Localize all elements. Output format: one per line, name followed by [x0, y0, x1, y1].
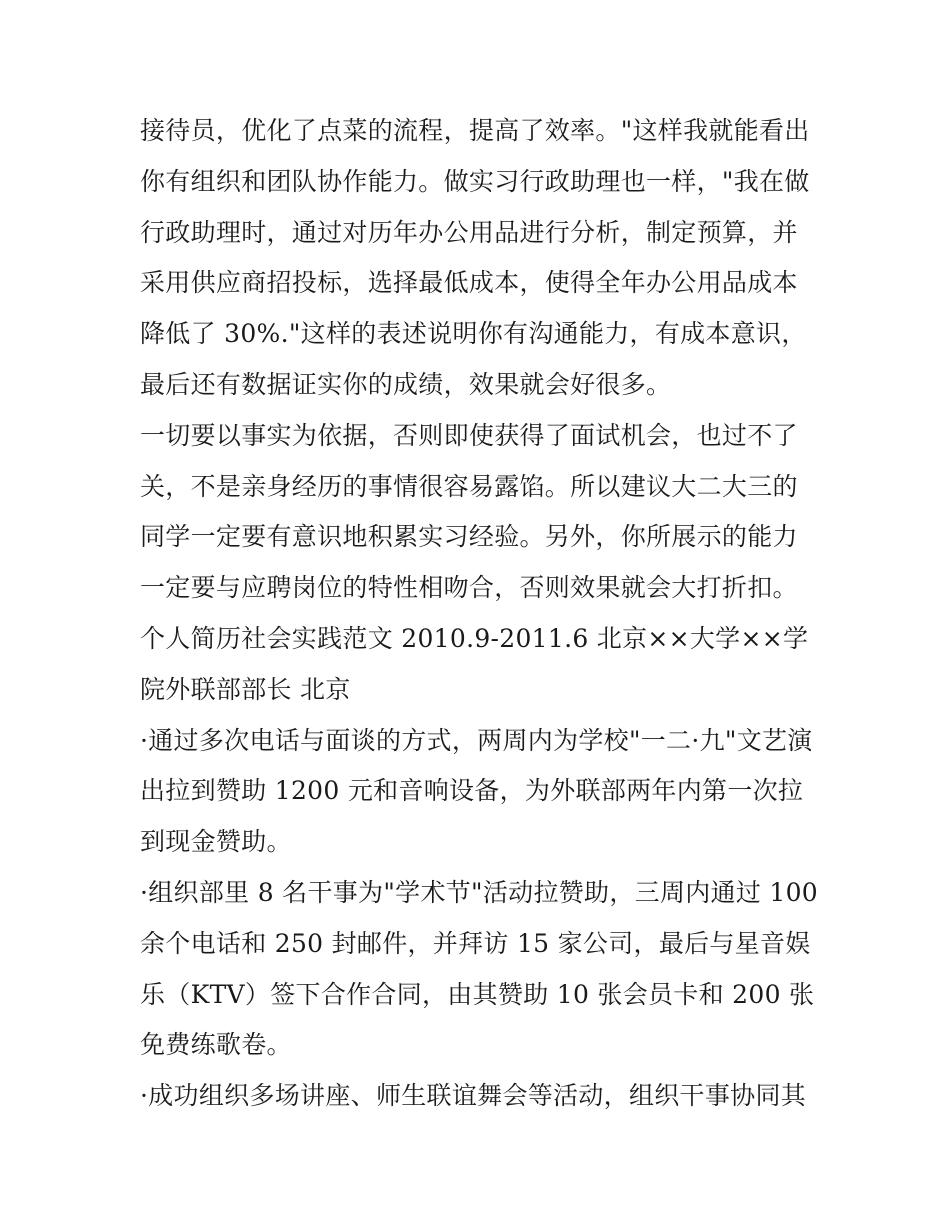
document-body [140, 106, 827, 1122]
paragraph-fact-based-advice: 一切要以事实为依据，否则即使获得了面试机会，也过不了关，不是亲身经历的事情很容易露馅。所以建议大二大三的同学一定要有意识地积累实习经验。另外，你所展示的能力一定要与应聘岗位的特性相吻合，否则效果就会大打折扣。 [140, 420, 798, 603]
bullet-academic-festival-sponsorship: ·组织部里 8 名干事为"学术节"活动拉赞助，三周内通过 100 余个电话和 250 封邮件，并拜访 15 家公司，最后与星音娱乐（KTV）签下合作合同，由其赞助 10 张会员卡和 200 张免费练歌卷。 [140, 877, 827, 1060]
paragraph-interview-examples: 接待员，优化了点菜的流程，提高了效率。"这样我就能看出你有组织和团队协作能力。做实习行政助理也一样，"我在做行政助理时，通过对历年办公用品进行分析，制定预算，并采用供应商招投标，选择最低成本，使得全年办公用品成本降低了 30%."这样的表述说明你有沟通能力，有成本意识，最后还有数据证实你的成绩，效果就会好很多。 [140, 116, 810, 399]
bullet-organize-lectures: ·成功组织多场讲座、师生联谊舞会等活动，组织干事协同其 [140, 1081, 807, 1111]
bullet-sponsorship-concert: ·通过多次电话与面谈的方式，两周内为学校"一二·九"文艺演出拉到赞助 1200 元和音响设备，为外联部两年内第一次拉到现金赞助。 [140, 725, 813, 857]
paragraph-resume-heading: 个人简历社会实践范文 2010.9-2011.6 北京××大学××学院外联部部长 北京 [140, 623, 809, 704]
